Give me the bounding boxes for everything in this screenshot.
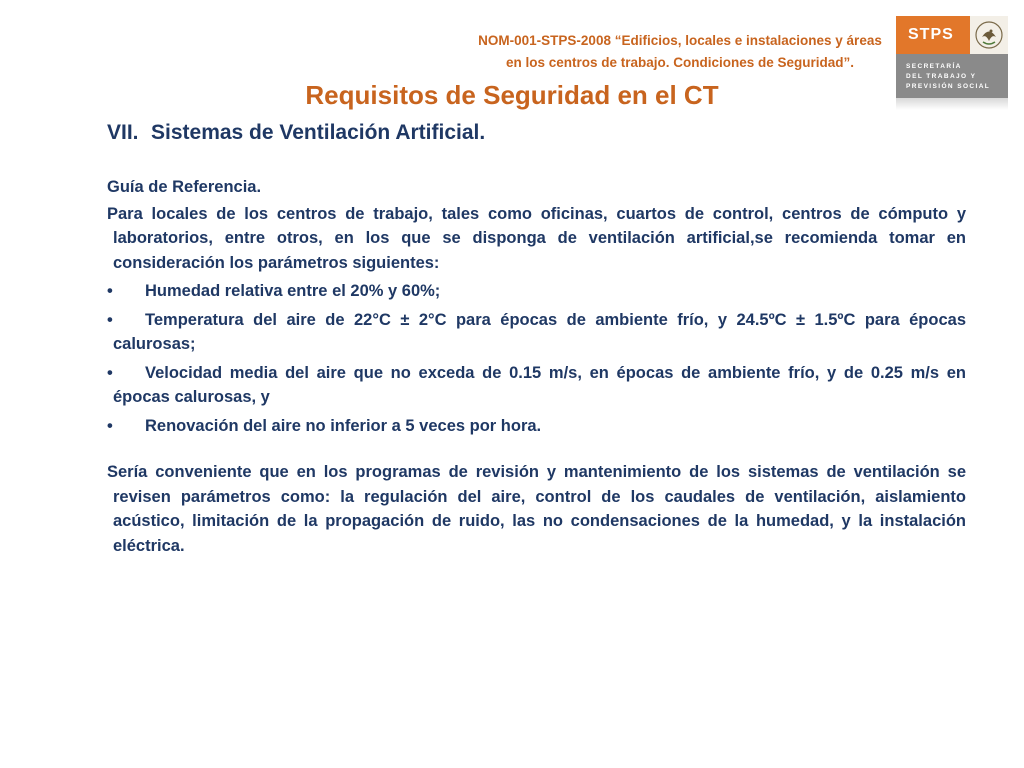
bullet-item — [107, 414, 966, 439]
logo-line-2: DEL TRABAJO Y — [906, 73, 977, 80]
bullet-text: Temperatura del aire de 22°C ± 2°C para épocas de ambiente frío, y 24.5ºC ± 1.5ºC para épocas calurosas; — [113, 310, 966, 353]
reference-line-2: en los centros de trabajo. Condiciones de Seguridad”. — [505, 55, 855, 70]
logo-line-3: PREVISIÓN SOCIAL — [906, 83, 991, 90]
logo-acronym: STPS — [896, 16, 970, 54]
intro-paragraph: Para locales de los centros de trabajo, tales como oficinas, cuartos de control, centros de cómputo y laboratorios, entre otros, en los que se disponga de ventilación artificial,se recomienda tomar en consideración los parámetros siguientes: — [107, 204, 966, 272]
section-number: VII. — [107, 121, 139, 144]
bullet-item — [107, 279, 966, 304]
mexican-eagle-seal-icon — [970, 16, 1008, 54]
bullet-text: Humedad relativa entre el 20% y 60%; — [145, 282, 441, 300]
bullet-item — [107, 308, 966, 357]
slide-title: Requisitos de Seguridad en el CT — [305, 80, 719, 110]
bullet-text: Renovación del aire no inferior a 5 veces por hora. — [145, 416, 542, 435]
closing-paragraph: Sería conveniente que en los programas de revisión y mantenimiento de los sistemas de ventilación se revisen parámetros como: la regulación del aire, control de los caudales de ventilación, aislamiento acústico, limitación de la propagación de ruido, las no condensaciones de la humedad, y la instalación eléctrica. — [107, 463, 966, 555]
section-title: Sistemas de Ventilación Artificial. — [151, 121, 486, 144]
bullet-icon: • — [107, 282, 113, 300]
section-heading — [107, 118, 967, 148]
reference-line-1: NOM-001-STPS-2008 “Edificios, locales e instalaciones y áreas — [478, 33, 882, 48]
bullet-item — [107, 361, 966, 410]
bullet-icon: • — [107, 310, 113, 329]
bullet-icon: • — [107, 416, 113, 435]
logo-line-1: SECRETARÍA — [906, 63, 962, 70]
guide-label: Guía de Referencia. — [107, 178, 262, 196]
bullet-text: Velocidad media del aire que no exceda de 0.15 m/s, en épocas de ambiente frío, y de 0.25 m/s en épocas calurosas, y — [113, 363, 966, 406]
bullet-icon: • — [107, 363, 113, 382]
document-reference — [470, 30, 890, 74]
slide-body — [107, 175, 966, 558]
